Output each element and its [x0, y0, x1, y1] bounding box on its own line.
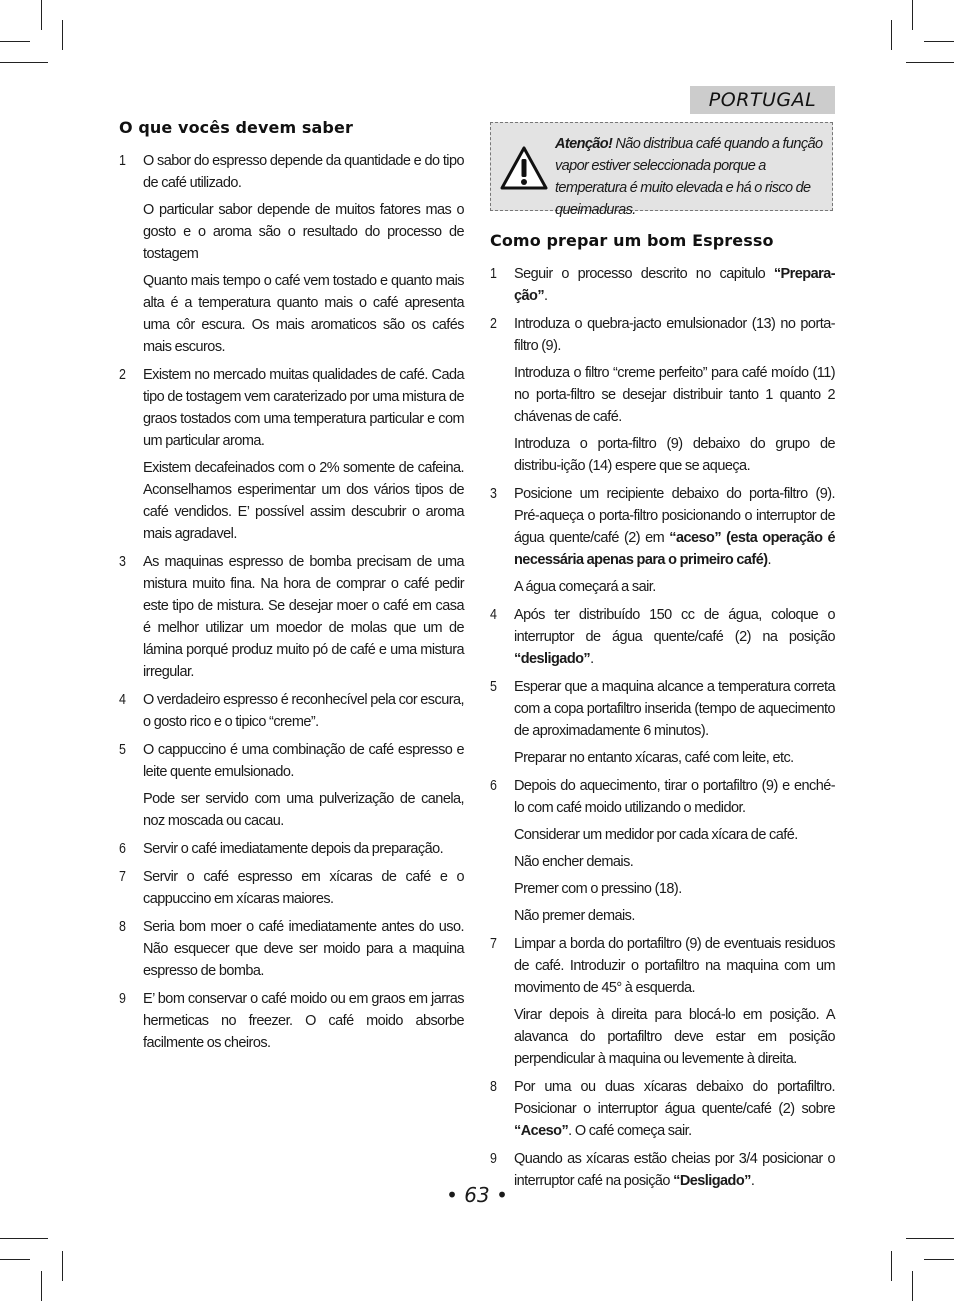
list-item-number: 8	[490, 1079, 497, 1095]
warning-box	[490, 122, 833, 218]
text-run: Premer com o pressino (18).	[514, 881, 682, 897]
list-item	[119, 150, 464, 358]
list-item-number: 5	[490, 679, 497, 695]
section-heading-espresso: Como prepar um bom Espresso	[490, 231, 774, 250]
list-paragraph: Pode ser servido com uma pulverização de canela, noz moscada ou cacau.	[143, 791, 464, 829]
list-item	[490, 933, 835, 1070]
text-run: Limpar a borda do portafiltro (9) de eventuais residuos de café. Introduzir o portafiltro na maquina com um movimento de 45° à esquerda.	[514, 936, 835, 996]
crop-mark	[924, 41, 954, 42]
text-run: Quando as xícaras estão cheias por 3/4 posicionar o interruptor café na posição	[514, 1151, 835, 1189]
text-run: .	[590, 651, 594, 667]
text-run: .	[750, 1173, 755, 1189]
warning-text	[555, 133, 824, 221]
text-run: Preparar no entanto xícaras, café com leite, etc.	[514, 750, 794, 766]
list-item-number: 5	[119, 742, 126, 758]
text-run: Seguir o processo descrito no capitulo	[514, 266, 774, 282]
list-paragraph	[514, 824, 835, 846]
crop-mark	[906, 62, 954, 63]
text-run: Posicione um recipiente debaixo do porta-filtro (9). Pré-aqueça o porta-filtro posicionando o interruptor de água quente/café (2) em	[514, 486, 835, 546]
crop-mark	[891, 20, 892, 50]
list-paragraph	[514, 362, 835, 428]
crop-mark	[0, 41, 30, 42]
list-paragraph	[514, 576, 835, 598]
list-item	[119, 866, 464, 910]
text-run: Após ter distribuído 150 cc de água, coloque o interruptor de água quente/café (2) na posição	[514, 607, 835, 645]
list-paragraph	[514, 1004, 835, 1070]
list-paragraph: O sabor do espresso depende da quantidade e do tipo de café utilizado.	[143, 153, 464, 191]
list-paragraph	[514, 604, 835, 670]
list-paragraph: O verdadeiro espresso é reconhecível pela cor escura, o gosto rico e o tipico “creme”.	[143, 692, 464, 730]
list-paragraph: Existem no mercado muitas qualidades de café. Cada tipo de tostagem vem caraterizado por uma mistura de graos tostados com uma temperatura particular e com um particular aroma.	[143, 367, 464, 449]
section-heading-what-to-know: O que vocês devem saber	[119, 118, 353, 137]
page-number: • 63 •	[446, 1183, 508, 1207]
emphasis-text: “aceso” (esta operação é necessária apenas para o primeiro café)	[514, 530, 835, 568]
warning-body: Não distribua café quando a função vapor estiver seleccionada porque a temperatura é muito elevada e há o risco de queimaduras.	[555, 136, 823, 218]
crop-mark	[0, 62, 48, 63]
list-paragraph: O cappuccino é uma combinação de café espresso e leite quente emulsionado.	[143, 742, 464, 780]
list-paragraph	[514, 313, 835, 357]
list-item-number: 3	[119, 554, 126, 570]
list-item-number: 4	[119, 692, 126, 708]
list-item	[490, 676, 835, 769]
list-paragraph	[514, 878, 835, 900]
warning-triangle-icon	[499, 145, 549, 191]
crop-mark	[41, 0, 42, 30]
list-item-number: 6	[119, 841, 126, 857]
crop-mark	[0, 1259, 30, 1260]
text-run: Não encher demais.	[514, 854, 634, 870]
crop-mark	[906, 1238, 954, 1239]
list-item-number: 1	[490, 266, 497, 282]
list-item-number: 7	[490, 936, 497, 952]
list-item	[490, 604, 835, 670]
emphasis-text: “Aceso”	[514, 1123, 569, 1139]
list-paragraph: Quanto mais tempo o café vem tostado e quanto mais alta é a temperatura quanto mais o café apresenta uma côr escura. Os mais aromaticos são os cafés mais escuros.	[143, 273, 464, 355]
list-paragraph: E’ bom conservar o café moido ou em graos em jarras hermeticas no freezer. O café moido absorbe facilmente os cheiros.	[143, 991, 464, 1051]
list-paragraph	[514, 433, 835, 477]
text-run: Introduza o porta-filtro (9) debaixo do grupo de distribu-ição (14) espere que se aqueça.	[514, 436, 835, 474]
text-run: . O café começa sair.	[568, 1123, 692, 1139]
list-item-number: 3	[490, 486, 497, 502]
crop-mark	[924, 1259, 954, 1260]
list-item-number: 2	[119, 367, 126, 383]
list-item	[119, 838, 464, 860]
crop-mark	[41, 1271, 42, 1301]
crop-mark	[912, 0, 913, 30]
list-paragraph: Existem decafeinados com o 2% somente de cafeina. Aconselhamos esperimentar um dos vários tipos de café vendidos. E’ possível assim descubrir o aroma mais agradavel.	[143, 460, 464, 542]
list-paragraph	[514, 483, 835, 571]
text-run: Introduza o filtro “creme perfeito” para café moído (11) no porta-filtro se desejar distribuir tanto 1 quanto 2 chávenas de café.	[514, 365, 835, 425]
text-run: Considerar um medidor por cada xícara de café.	[514, 827, 798, 843]
list-item	[119, 988, 464, 1054]
warning-lead: Atenção!	[555, 136, 613, 152]
list-paragraph	[514, 1076, 835, 1142]
crop-mark	[62, 1251, 63, 1281]
text-run: Por uma ou duas xícaras debaixo do portafiltro. Posicionar o interruptor água quente/café (2) sobre	[514, 1079, 835, 1117]
list-paragraph	[514, 263, 835, 307]
list-paragraph: Seria bom moer o café imediatamente antes do uso. Não esquecer que deve ser moido para a maquina espresso de bomba.	[143, 919, 464, 979]
crop-mark	[891, 1251, 892, 1281]
emphasis-text: “Desligado”	[673, 1173, 751, 1189]
list-paragraph: Servir o café imediatamente depois da preparação.	[143, 841, 444, 857]
list-item-number: 8	[119, 919, 126, 935]
list-paragraph	[514, 905, 835, 927]
list-item	[119, 916, 464, 982]
list-paragraph	[514, 933, 835, 999]
list-paragraph: As maquinas espresso de bomba precisam de uma mistura muito fina. Na hora de comprar o café pedir este tipo de mistura. Se desejar moer o café em casa é melhor utilizar um moedor de molas que um de lámina porqué produz muito pó de café e uma mistura irregular.	[143, 554, 464, 680]
list-item	[119, 551, 464, 683]
language-badge: PORTUGAL	[690, 86, 835, 114]
text-run: .	[767, 552, 771, 568]
text-run: Virar depois à direita para blocá-lo em posição. A alavanca do portafiltro deve estar em posição perpendicular à maquina ou levemente à direita.	[514, 1007, 835, 1067]
list-paragraph	[514, 747, 835, 769]
list-item	[490, 263, 835, 307]
text-run: Depois do aquecimento, tirar o portafiltro (9) e enché-lo com café moido utilizando o medidor.	[514, 778, 835, 816]
list-paragraph	[514, 676, 835, 742]
list-item-number: 2	[490, 316, 497, 332]
list-item-number: 9	[490, 1151, 497, 1167]
emphasis-text: “Prepara-ção”	[514, 266, 835, 304]
list-item-number: 7	[119, 869, 126, 885]
emphasis-text: “desligado”	[514, 651, 591, 667]
right-list	[490, 263, 835, 1198]
list-item	[119, 364, 464, 545]
text-run: Esperar que a maquina alcance a temperatura correta com a copa portafiltro inserida (tempo de aquecimento de aproximadamente 6 minutos).	[514, 679, 835, 739]
text-run: Não premer demais.	[514, 908, 635, 924]
list-item-number: 9	[119, 991, 126, 1007]
list-item-number: 6	[490, 778, 497, 794]
list-paragraph	[514, 775, 835, 819]
list-item	[490, 483, 835, 598]
crop-mark	[0, 1238, 48, 1239]
list-paragraph: Servir o café espresso em xícaras de café e o cappuccino em xícaras maiores.	[143, 869, 464, 907]
list-item	[490, 1076, 835, 1142]
text-run: A água começará a sair.	[514, 579, 656, 595]
list-item-number: 4	[490, 607, 497, 623]
crop-mark	[62, 20, 63, 50]
list-paragraph: O particular sabor depende de muitos fatores mas o gosto e o aroma são o resultado do processo de tostagem	[143, 202, 464, 262]
list-paragraph	[514, 851, 835, 873]
list-item	[490, 313, 835, 477]
crop-mark	[912, 1271, 913, 1301]
text-run: Introduza o quebra-jacto emulsionador (13) no porta-filtro (9).	[514, 316, 835, 354]
text-run: .	[544, 288, 548, 304]
list-item	[490, 775, 835, 927]
list-item-number: 1	[119, 153, 126, 169]
list-item	[119, 739, 464, 832]
list-item	[119, 689, 464, 733]
left-list	[119, 150, 464, 1060]
